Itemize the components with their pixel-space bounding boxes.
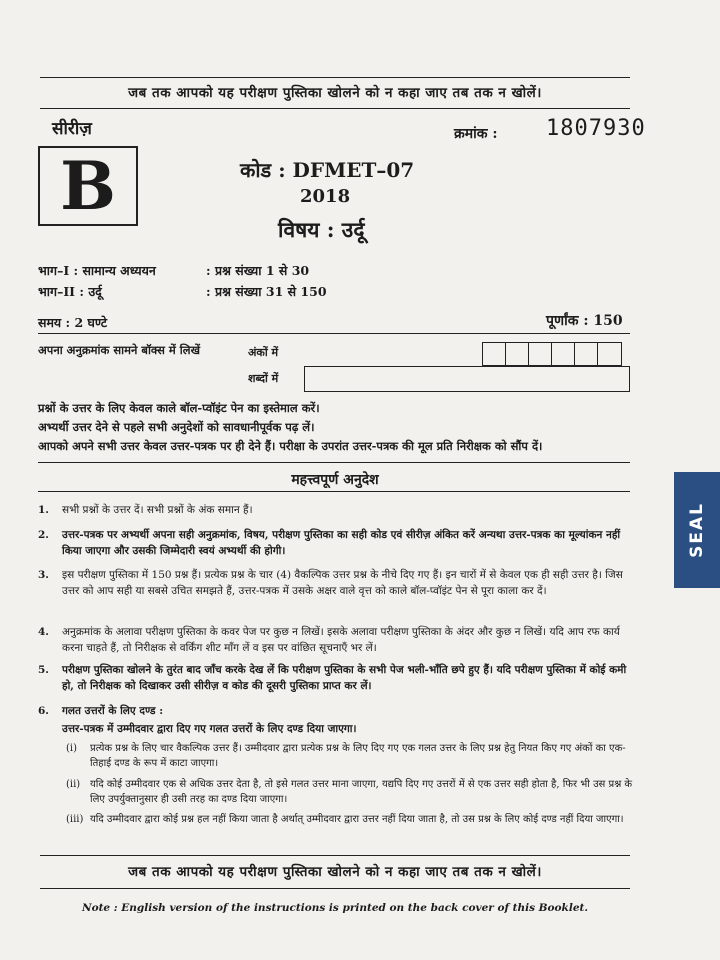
roll-number-digit-boxes[interactable] [482, 342, 622, 366]
series-label: सीरीज़ [52, 119, 92, 139]
series-letter-box: B [38, 146, 138, 226]
exam-subject: विषय : उर्दू [278, 217, 365, 242]
instruction-item [38, 703, 638, 719]
bottom-warning-banner: जब तक आपको यह परीक्षण पुस्तिका खोलने को न कहा जाए तब तक न खोलें। [128, 864, 542, 880]
penalty-item [66, 741, 635, 771]
roll-digit-box[interactable] [552, 343, 575, 365]
in-figures-label: अंकों में [248, 346, 279, 359]
roll-digit-box[interactable] [529, 343, 552, 365]
bottom-rule-lower [40, 888, 630, 889]
penalty-item [66, 777, 635, 807]
instruction-number: 2. [38, 529, 49, 541]
instruction-number: 5. [38, 664, 49, 676]
penalty-text: यदि उम्मीदवार द्वारा कोई प्रश्न हल नहीं किया जाता है अर्थात् उम्मीदवार द्वारा उत्तर नहीं दिया जाता है, तो उस प्रश्न के लिए कोई दण्ड नहीं दिया जाएगा। [90, 814, 624, 825]
seal-tab-label: SEAL [687, 502, 708, 558]
instruction-number: 3. [38, 569, 49, 581]
instruction-item [38, 624, 638, 656]
serial-number: 1807930 [546, 116, 646, 141]
english-version-note: Note : English version of the instructions is printed on the back cover of this Booklet. [81, 902, 589, 914]
part-2-name: भाग–II : उर्दू [38, 284, 102, 299]
roll-digit-box[interactable] [483, 343, 506, 365]
instruction-text: परीक्षण पुस्तिका खोलने के तुरंत बाद जाँच करके देख लें कि परीक्षण पुस्तिका के सभी पेज भली-भाँति छपे हुए हैं। यदि परीक्षण पुस्तिका में कोई कमी हो, तो निरीक्षक को दिखाकर उसी सीरीज़ व कोड की दूसरी पुस्तिका प्राप्त कर लें। [62, 664, 627, 692]
instruction-number: 1. [38, 504, 49, 516]
top-warning-banner: जब तक आपको यह परीक्षण पुस्तिका खोलने को न कहा जाए तब तक न खोलें। [128, 85, 542, 101]
instruction-item [38, 527, 638, 559]
top-rule-upper [40, 77, 630, 78]
penalty-item [66, 812, 635, 827]
serial-label: क्रमांक : [454, 126, 498, 142]
bottom-rule-upper [40, 855, 630, 856]
exam-time: समय : 2 घण्टे [38, 315, 108, 330]
penalty-number: (ii) [66, 779, 81, 790]
penalty-number: (iii) [66, 814, 84, 825]
notice-line-1: प्रश्नों के उत्तर के लिए केवल काले बॉल-प्वॉइंट पेन का इस्तेमाल करें। [38, 401, 320, 415]
in-words-label: शब्दों में [248, 372, 279, 385]
instructions-rule-upper [38, 462, 630, 463]
full-marks: पूर्णांक : 150 [546, 313, 623, 329]
instruction-item [38, 662, 638, 694]
penalty-text: यदि कोई उम्मीदवार एक से अधिक उत्तर देता है, तो इसे गलत उत्तर माना जाएगा, यद्यपि दिए गए उत्तरों में से एक उत्तर सही होता है, फिर भी उस प्रश्न के लिए उपर्युक्तानुसार ही उसी तरह का दण्ड दिया जाएगा। [90, 779, 633, 805]
notice-line-3: आपको अपने सभी उत्तर केवल उत्तर-पत्रक पर ही देने हैं। परीक्षा के उपरांत उत्तर-पत्रक की मूल प्रति निरीक्षक को सौंप दें। [38, 439, 543, 453]
instruction-item [38, 502, 638, 518]
instructions-rule-lower [38, 491, 630, 492]
roll-number-instruction: अपना अनुक्रमांक सामने बॉक्स में लिखें [38, 343, 200, 357]
instructions-title: महत्त्वपूर्ण अनुदेश [291, 472, 379, 488]
booklet-code: कोड : DFMET–07 [240, 158, 415, 182]
part-1-name: भाग–I : सामान्य अध्ययन [38, 263, 156, 278]
part-1-questions: : प्रश्न संख्या 1 से 30 [206, 263, 310, 278]
seal-tab[interactable] [674, 472, 720, 588]
roll-number-words-box[interactable] [304, 366, 630, 392]
part-2-questions: : प्रश्न संख्या 31 से 150 [206, 284, 327, 299]
instruction-item [38, 567, 638, 599]
top-rule-lower [40, 108, 630, 109]
penalty-intro: उत्तर-पत्रक में उम्मीदवार द्वारा दिए गए गलत उत्तरों के लिए दण्ड दिया जाएगा। [62, 723, 357, 735]
instruction-text: गलत उत्तरों के लिए दण्ड : [62, 705, 164, 717]
instruction-text: अनुक्रमांक के अलावा परीक्षण पुस्तिका के कवर पेज पर कुछ न लिखें। इसके अलावा परीक्षण पुस्तिका के अंदर और कुछ न लिखें। यदि आप रफ कार्य करना चाहते हैं, तो निरीक्षक से वर्किंग शीट माँग लें व इस पर वांछित सूचनाएँ भर लें। [62, 626, 620, 654]
notice-line-2: अभ्यर्थी उत्तर देने से पहले सभी अनुदेशों को सावधानीपूर्वक पढ़ लें। [38, 420, 315, 434]
penalty-number: (i) [66, 743, 78, 754]
instruction-number: 6. [38, 705, 49, 717]
instruction-text: इस परीक्षण पुस्तिका में 150 प्रश्न हैं। प्रत्येक प्रश्न के चार (4) वैकल्पिक उत्तर प्रश्न के नीचे दिए गए हैं। इन चारों में से केवल एक ही सही उत्तर है। जिस उत्तर को आप सही या सबसे उचित समझते हैं, उत्तर-पत्रक में उसके अक्षर वाले वृत्त को काले बॉल-प्वॉइंट पेन से पूरा काला कर दें। [62, 569, 623, 597]
exam-year: 2018 [300, 186, 351, 207]
roll-digit-box[interactable] [506, 343, 529, 365]
instruction-text: सभी प्रश्नों के उत्तर दें। सभी प्रश्नों के अंक समान हैं। [62, 504, 253, 516]
penalty-text: प्रत्येक प्रश्न के लिए चार वैकल्पिक उत्तर हैं। उम्मीदवार द्वारा प्रत्येक प्रश्न के लिए दिए गए एक गलत उत्तर के लिए प्रश्न हेतु नियत किए गए अंकों का एक-तिहाई दण्ड के रूप में काटा जाएगा। [90, 743, 626, 769]
roll-digit-box[interactable] [598, 343, 621, 365]
roll-digit-box[interactable] [575, 343, 598, 365]
instruction-text: उत्तर-पत्रक पर अभ्यर्थी अपना सही अनुक्रमांक, विषय, परीक्षण पुस्तिका का सही कोड एवं सीरीज़ अंकित करें अन्यथा उत्तर-पत्रक का मूल्यांकन नहीं किया जाएगा और उसकी जिम्मेदारी स्वयं अभ्यर्थी की होगी। [62, 529, 621, 557]
marks-rule [38, 333, 630, 334]
instruction-number: 4. [38, 626, 49, 638]
